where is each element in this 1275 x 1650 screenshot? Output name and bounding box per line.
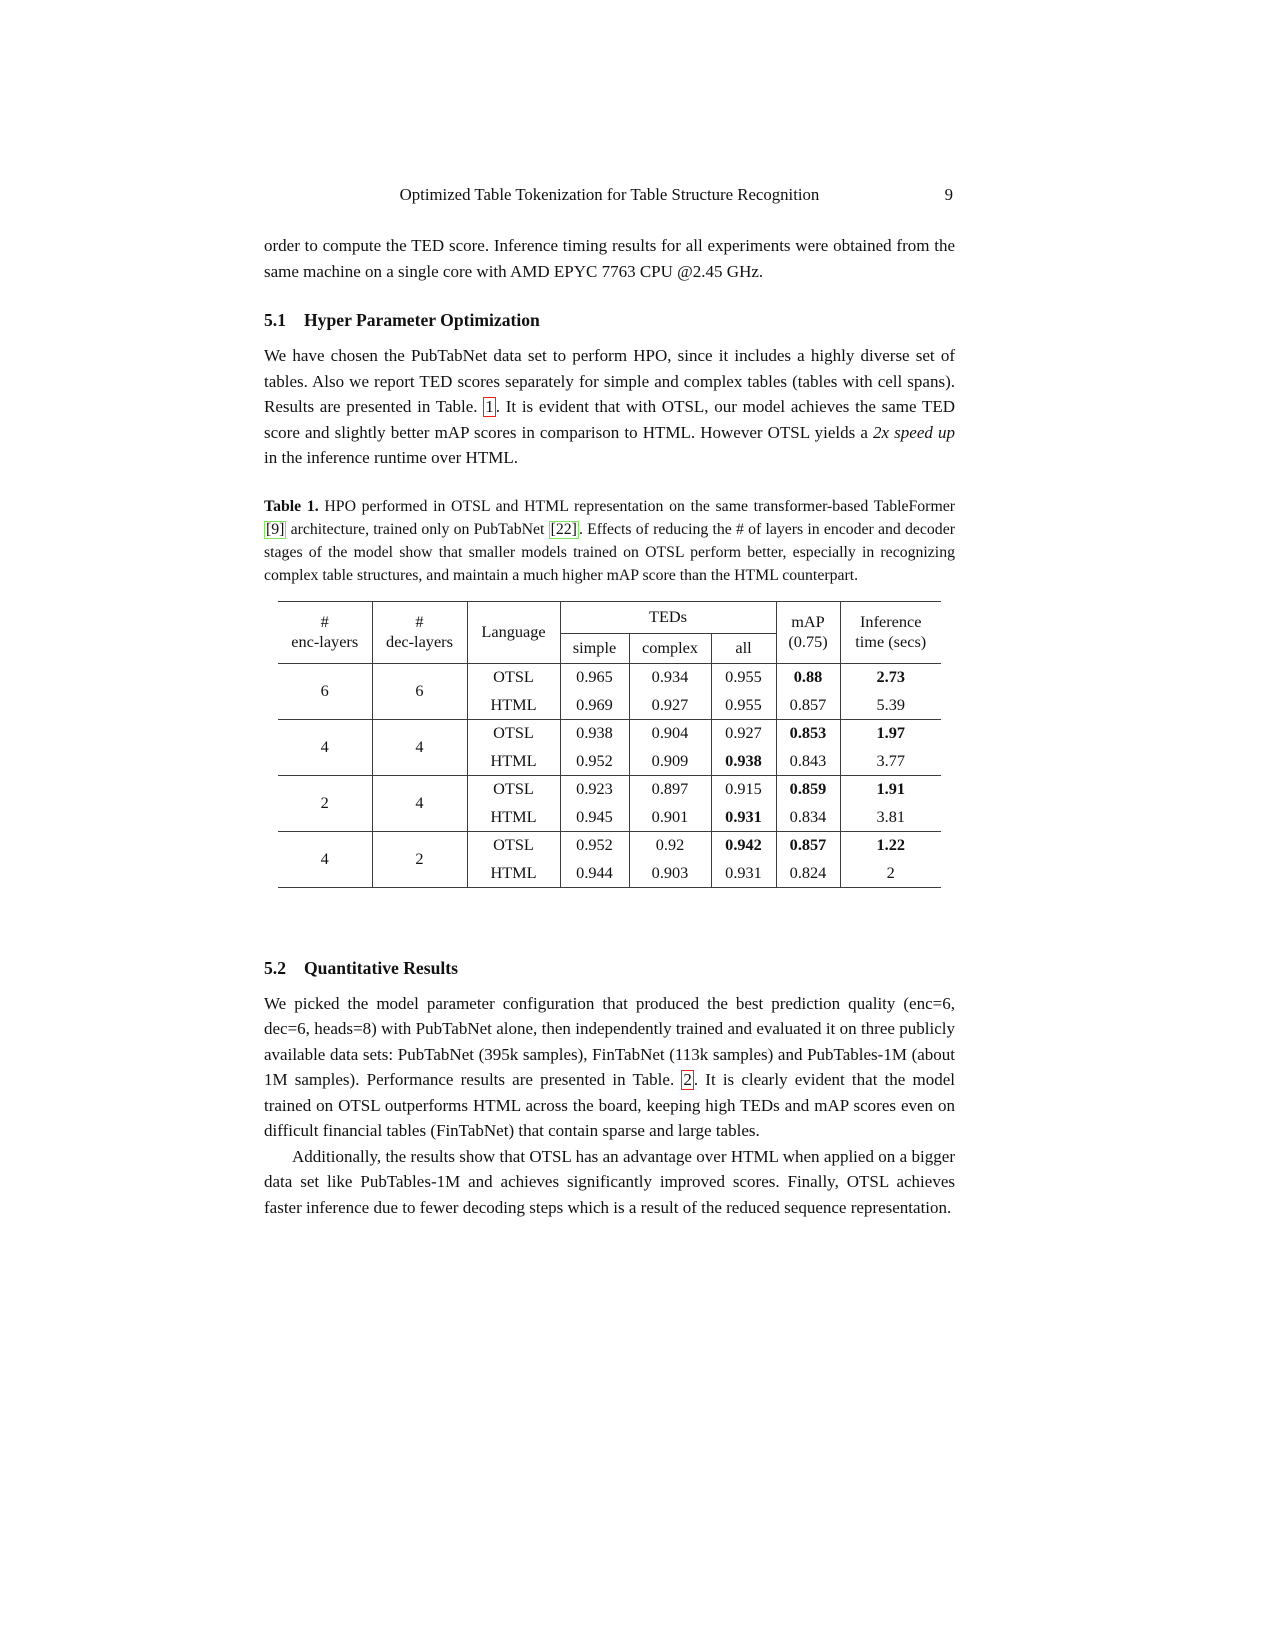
inference-time-cell: 1.22 [876,835,905,855]
map-cell: 0.824 [776,859,840,887]
dec-layers-cell: 2 [372,831,467,887]
map-cell: 0.843 [776,747,840,775]
table-1-caption-label: Table 1. [264,497,319,515]
language-cell: OTSL [467,831,560,859]
results-table-1 [278,601,941,888]
table-2-reference-link[interactable]: 2 [683,1070,692,1089]
teds-simple-cell: 0.938 [560,719,629,747]
map-cell: 0.857 [776,691,840,719]
text-column [264,185,955,1220]
inference-time-cell: 1.97 [876,723,905,743]
paragraph-hpo-text-2: . It is evident that with OTSL, our model achieves the same TED score and slightly better mAP scores in comparison to HTML. However OTSL yields a [264,397,955,442]
col-header-map [776,601,840,663]
paragraph-quantitative-1 [264,991,955,1144]
teds-all-cell: 0.931 [711,803,776,831]
dec-hash: # [415,612,424,631]
teds-complex-cell: 0.901 [629,803,711,831]
paragraph-quantitative-2 [264,1144,955,1221]
map-cell: 0.857 [776,831,840,859]
paragraph-intro [264,233,955,284]
table-1-caption-text-2: architecture, trained only on PubTabNet [286,520,549,538]
section-number: 5.2 [264,957,286,978]
table-1-reference-link[interactable]: 1 [485,397,494,416]
col-header-complex: complex [629,633,711,663]
teds-simple-cell: 0.923 [560,775,629,803]
teds-all-cell: 0.931 [711,859,776,887]
table-1-caption-text-1: HPO performed in OTSL and HTML representation on the same transformer-based TableFormer [318,497,956,515]
section-title: Hyper Parameter Optimization [304,310,540,330]
citation-9-link[interactable]: [9] [266,520,285,538]
section-heading-5-2 [264,958,955,979]
teds-all-cell: 0.955 [711,663,776,691]
map-cell: 0.88 [776,663,840,691]
section-number: 5.1 [264,310,286,330]
teds-complex-cell: 0.904 [629,719,711,747]
col-header-simple: simple [560,633,629,663]
col-header-dec-layers [372,601,467,663]
teds-complex-cell: 0.934 [629,663,711,691]
map-label: mAP [791,612,825,631]
map-threshold: (0.75) [788,632,828,651]
teds-complex-cell: 0.903 [629,859,711,887]
teds-complex-cell: 0.92 [629,831,711,859]
table-header [278,601,941,663]
inference-time-cell: 3.77 [876,750,905,770]
table-row [278,719,941,747]
table-group-4-2 [278,831,941,887]
paragraph-hpo [264,343,955,471]
language-cell: OTSL [467,719,560,747]
running-head [264,185,955,207]
col-header-inference-time [840,601,941,663]
col-header-all: all [711,633,776,663]
table-row [278,663,941,691]
dec-label: dec-layers [386,632,453,651]
dec-layers-cell: 6 [372,663,467,719]
teds-all-cell: 0.955 [711,691,776,719]
table-1-caption-text-3: . Effects of reducing the # of layers in encoder and decoder stages of the model show that smaller models trained on OTSL perform better, especially in recognizing complex table structures, and maintain a much higher mAP score than the HTML counterpart. [264,520,955,584]
table-row [278,775,941,803]
paragraph-quantitative-2-text: Additionally, the results show that OTSL has an advantage over HTML when applied on a bigger data set like PubTables-1M and achieves significantly improved scores. Finally, OTSL achieves faster inference due to fewer decoding steps which is a result of the reduced sequence representation. [264,1146,955,1217]
teds-all-cell: 0.927 [711,719,776,747]
inference-time-cell: 5.39 [876,694,905,714]
map-cell: 0.853 [776,719,840,747]
paragraph-hpo-text-3: in the inference runtime over HTML. [264,448,518,467]
table-group-4-4 [278,719,941,775]
table-group-2-4 [278,775,941,831]
teds-simple-cell: 0.969 [560,691,629,719]
inference-time-cell: 2 [886,862,895,882]
enc-layers-cell: 6 [278,663,372,719]
section-title: Quantitative Results [304,957,458,978]
col-header-language: Language [467,601,560,663]
teds-all-cell: 0.915 [711,775,776,803]
language-cell: OTSL [467,663,560,691]
language-cell: HTML [467,859,560,887]
table-header-row-1 [278,601,941,633]
dec-layers-cell: 4 [372,775,467,831]
inference-time-cell: 1.91 [876,779,905,799]
teds-simple-cell: 0.952 [560,747,629,775]
dec-layers-cell: 4 [372,719,467,775]
enc-hash: # [320,612,329,631]
teds-all-cell: 0.942 [711,831,776,859]
paragraph-quantitative-text-1: We picked the model parameter configuration that produced the best prediction quality (enc=6, dec=6, heads=8) with PubTabNet alone, then independently trained and evaluated it on three publicly available data sets: PubTabNet (395k samples), FinTabNet (113k samples) and PubTables-1M (about 1M samples). Performance results are presented in Table. [264,993,955,1089]
inference-units: time (secs) [855,632,927,651]
teds-simple-cell: 0.945 [560,803,629,831]
enc-label: enc-layers [291,632,359,651]
language-cell: HTML [467,691,560,719]
citation-22-link[interactable]: [22] [550,520,577,538]
col-header-teds: TEDs [560,601,776,633]
teds-complex-cell: 0.909 [629,747,711,775]
inference-time-cell: 2.73 [876,667,905,687]
page-number: 9 [944,185,953,204]
language-cell: OTSL [467,775,560,803]
language-cell: HTML [467,803,560,831]
enc-layers-cell: 4 [278,719,372,775]
col-header-enc-layers [278,601,372,663]
enc-layers-cell: 2 [278,775,372,831]
section-heading-5-1 [264,310,955,331]
running-head-title: Optimized Table Tokenization for Table Structure Recognition [399,185,820,204]
table-group-6-6 [278,663,941,719]
teds-simple-cell: 0.965 [560,663,629,691]
inference-label: Inference [860,612,922,631]
teds-complex-cell: 0.897 [629,775,711,803]
map-cell: 0.834 [776,803,840,831]
paragraph-quantitative-text-2: . It is clearly evident that the model trained on OTSL outperforms HTML across the board, keeping high TEDs and mAP scores even on difficult financial tables (FinTabNet) that contain sparse and large tables. [264,1070,955,1140]
enc-layers-cell: 4 [278,831,372,887]
inference-time-cell: 3.81 [876,806,905,826]
teds-complex-cell: 0.927 [629,691,711,719]
paragraph-intro-text: order to compute the TED score. Inference timing results for all experiments were obtained from the same machine on a single core with AMD EPYC 7763 CPU @2.45 GHz. [264,236,955,281]
teds-all-cell: 0.938 [711,747,776,775]
teds-simple-cell: 0.952 [560,831,629,859]
paragraph-hpo-text-1: We have chosen the PubTabNet data set to perform HPO, since it includes a highly diverse set of tables. Also we report TED scores separately for simple and complex tables (tables with cell spans). Results are presented in Table. [264,346,955,416]
table-1-caption [264,495,955,587]
map-cell: 0.859 [776,775,840,803]
emphasis-2x-speed-up: 2x speed up [873,422,955,442]
teds-simple-cell: 0.944 [560,859,629,887]
table-row [278,831,941,859]
language-cell: HTML [467,747,560,775]
